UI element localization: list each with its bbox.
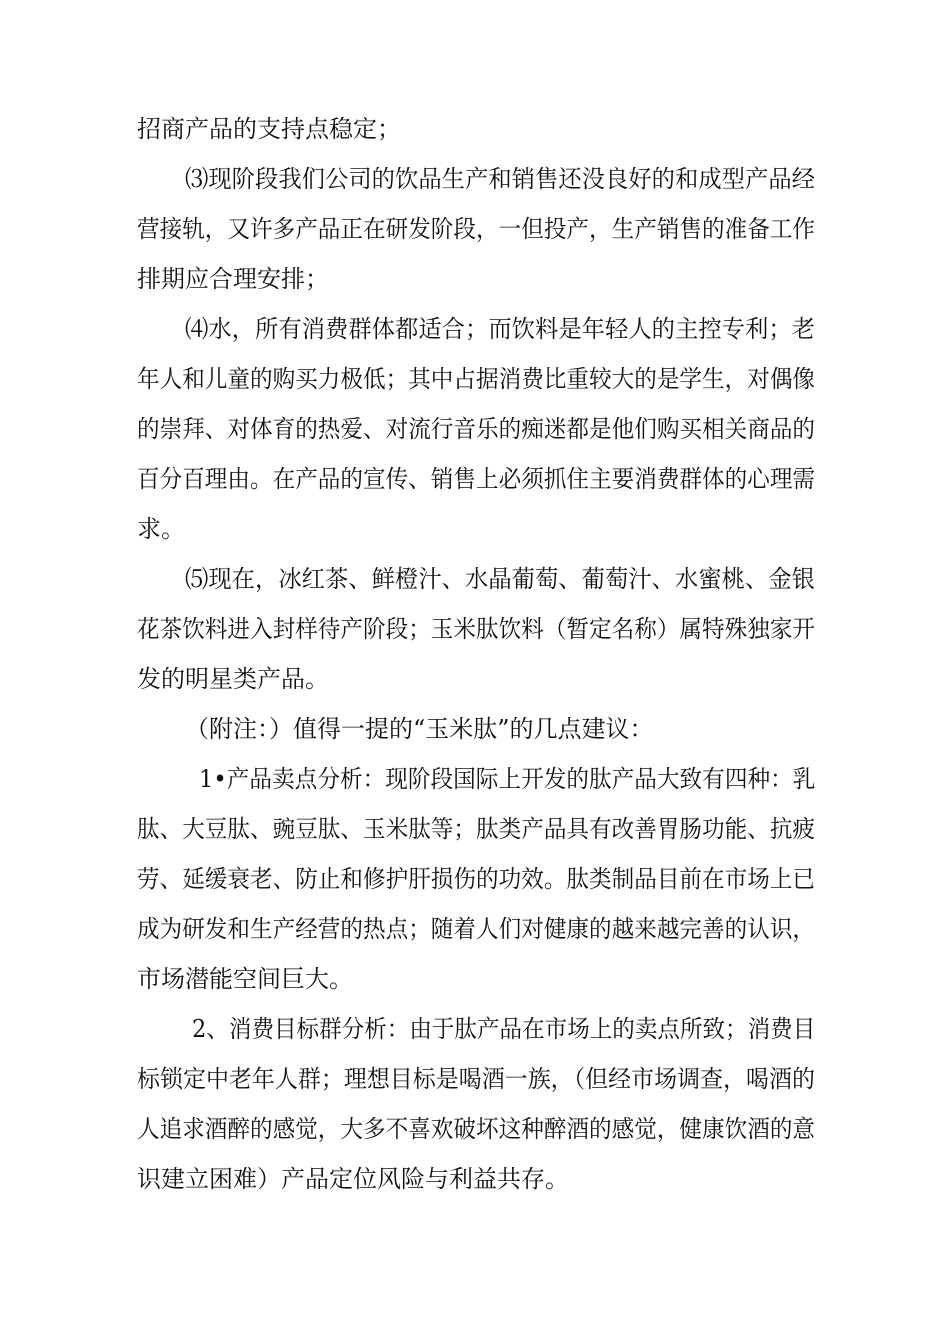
text-line: 百分百理由。在产品的宣传、销售上必须抓住主要消费群体的心理需 [137, 465, 816, 493]
text-line: 2、消费目标群分析：由于肽产品在市场上的卖点所致；消费目 [192, 1015, 816, 1043]
text-line: 年人和儿童的购买力极低；其中占据消费比重较大的是学生，对偶像 [137, 365, 816, 393]
text-line: 1•产品卖点分析：现阶段国际上开发的肽产品大致有四种：乳 [199, 765, 816, 793]
text-line: 劳、延缓衰老、防止和修护肝损伤的功效。肽类制品目前在市场上已 [137, 865, 816, 893]
text-line: 肽、大豆肽、豌豆肽、玉米肽等；肽类产品具有改善胃肠功能、抗疲 [137, 815, 816, 843]
text-line: 人追求酒醉的感觉，大多不喜欢破坏这种醉酒的感觉，健康饮酒的意 [137, 1115, 816, 1143]
text-line: 市场潜能空间巨大。 [137, 965, 353, 993]
text-line: ⑷水，所有消费群体都适合；而饮料是年轻人的主控专利；老 [185, 315, 815, 343]
text-line: 营接轨，又许多产品正在研发阶段，一但投产，生产销售的准备工作 [137, 215, 816, 243]
text-line: ⑶现阶段我们公司的饮品生产和销售还没良好的和成型产品经 [185, 165, 815, 193]
text-line: ⑸现在，冰红茶、鲜橙汁、水晶葡萄、葡萄汁、水蜜桃、金银 [185, 565, 815, 593]
text-line: 排期应合理安排； [137, 265, 329, 293]
text-line: （附注：）值得一提的“玉米肽”的几点建议： [185, 715, 654, 743]
text-line: 发的明星类产品。 [137, 665, 329, 693]
text-line: 的崇拜、对体育的热爱、对流行音乐的痴迷都是他们购买相关商品的 [137, 415, 816, 443]
text-line: 花茶饮料进入封样待产阶段；玉米肽饮料（暂定名称）属特殊独家开 [137, 615, 816, 643]
text-line: 成为研发和生产经营的热点；随着人们对健康的越来越完善的认识， [137, 915, 816, 943]
text-line: 标锁定中老年人群；理想目标是喝酒一族，（但经市场调查，喝酒的 [137, 1065, 815, 1093]
text-line: 识建立困难）产品定位风险与利益共存。 [137, 1165, 569, 1193]
text-line: 招商产品的支持点稳定； [137, 115, 401, 143]
text-line: 求。 [137, 515, 185, 543]
